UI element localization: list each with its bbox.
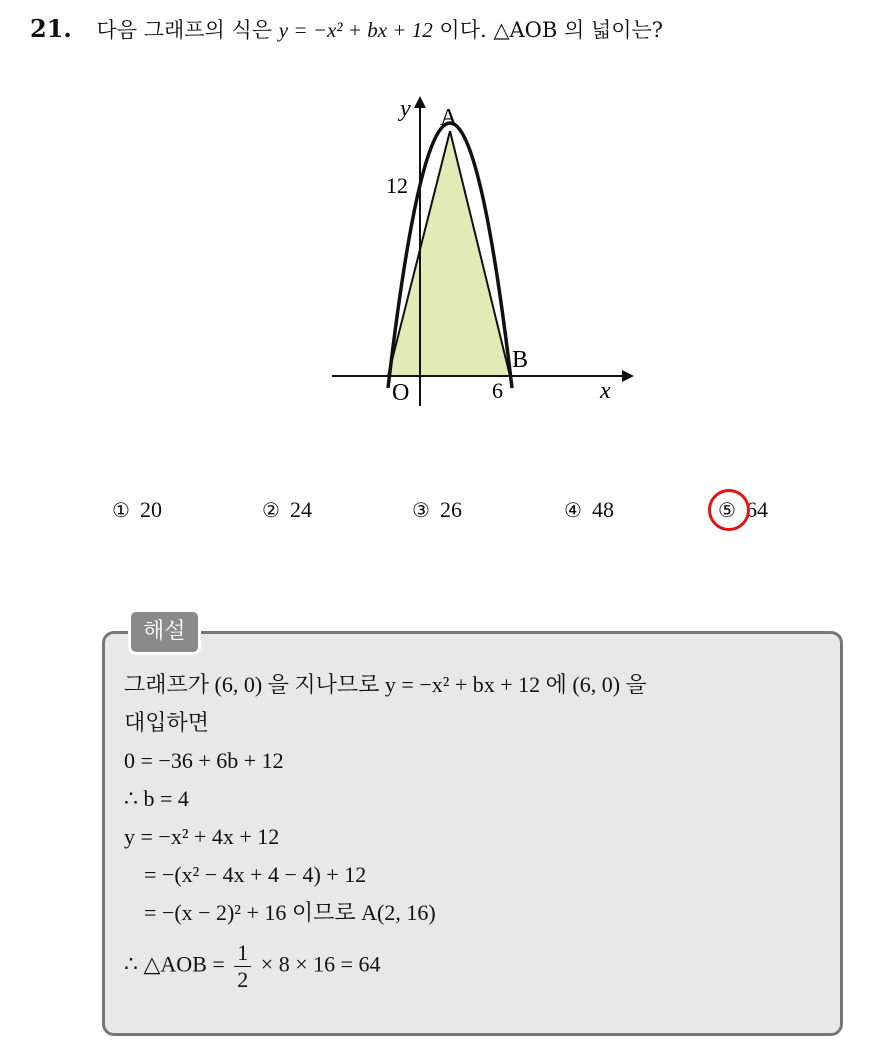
choice-4-number: ④ — [564, 498, 582, 522]
question-text-suffix: 이다. △AOB 의 넓이는? — [439, 18, 664, 42]
solution-body — [124, 666, 824, 993]
solution-line-5: y = −x² + 4x + 12 — [124, 824, 280, 849]
question-formula: y = −x² + bx + 12 — [278, 18, 433, 42]
choice-3[interactable] — [412, 497, 462, 523]
x-axis-arrow-icon — [622, 370, 634, 382]
y-axis-label: y — [400, 96, 411, 122]
x-axis-label: x — [600, 378, 611, 404]
fraction-denominator: 2 — [237, 967, 249, 992]
solution-line-4: ∴ b = 4 — [124, 786, 189, 811]
choice-1-value: 20 — [139, 497, 162, 522]
solution-line-6: = −(x² − 4x + 4 − 4) + 12 — [144, 862, 367, 887]
selected-answer-circle-icon — [708, 489, 750, 531]
fraction-one-half — [234, 940, 251, 993]
choice-4[interactable] — [564, 497, 614, 523]
solution-line-7: = −(x − 2)² + 16 이므로 A(2, 16) — [144, 900, 436, 925]
solution-line-2: 대입하면 — [124, 710, 210, 735]
origin-label: O — [392, 380, 410, 406]
question-text-prefix: 다음 그래프의 식은 — [96, 18, 273, 42]
x-tick-6: 6 — [492, 378, 503, 403]
solution-line-8 — [124, 940, 824, 993]
solution-line-8-suffix: × 8 × 16 = 64 — [260, 951, 381, 977]
point-b-label: B — [512, 347, 529, 373]
choice-2-value: 24 — [289, 497, 312, 522]
choice-2[interactable] — [262, 497, 312, 523]
choice-5-number: ⑤ — [718, 498, 736, 522]
point-a-label: A — [440, 105, 458, 131]
answer-choices — [0, 497, 884, 531]
y-tick-12: 12 — [386, 173, 408, 198]
parabola-graph — [320, 88, 650, 418]
choice-4-value: 48 — [591, 497, 614, 522]
solution-line-3: 0 = −36 + 6b + 12 — [124, 748, 284, 773]
choice-1-number: ① — [112, 498, 130, 522]
question-header — [30, 14, 663, 44]
solution-line-1: 그래프가 (6, 0) 을 지나므로 y = −x² + bx + 12 에 (6, 0) 을 — [124, 672, 647, 697]
choice-2-number: ② — [262, 498, 280, 522]
fraction-numerator: 1 — [234, 940, 251, 967]
choice-5-value: 64 — [745, 497, 768, 522]
solution-tag: 해설 — [128, 609, 201, 655]
choice-3-number: ③ — [412, 498, 430, 522]
y-axis-arrow-icon — [414, 96, 426, 108]
choice-1[interactable] — [112, 497, 162, 523]
choice-3-value: 26 — [439, 497, 462, 522]
question-number: 21. — [30, 14, 72, 43]
solution-line-8-prefix: ∴ △AOB = — [124, 951, 225, 977]
